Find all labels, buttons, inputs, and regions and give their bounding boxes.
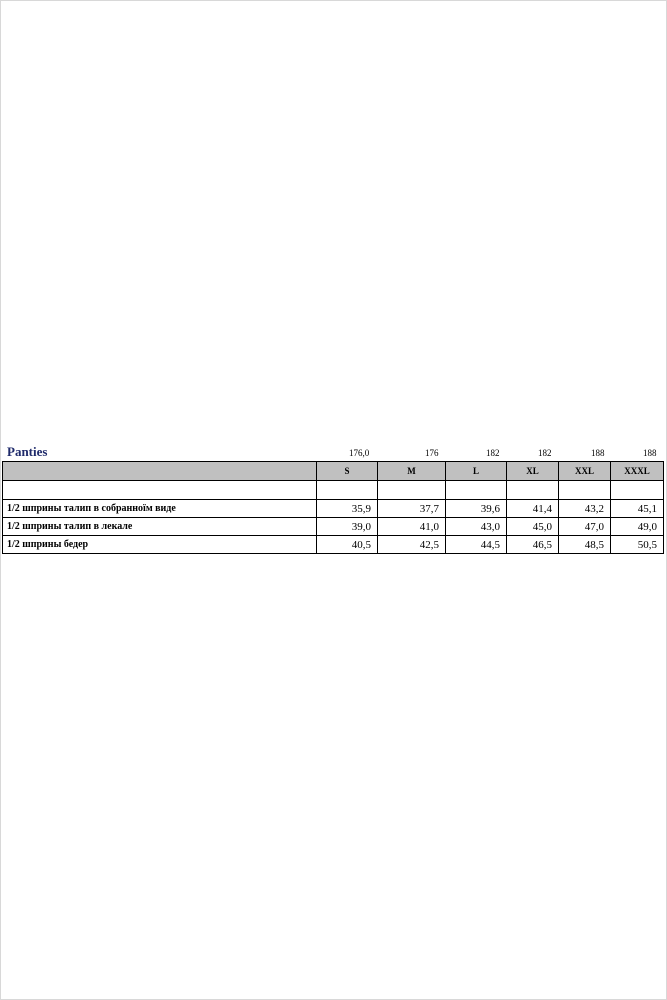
height-value: 188 — [591, 448, 605, 458]
table-row — [3, 518, 664, 536]
size-header: L — [446, 462, 507, 481]
cell-value: 39,6 — [446, 500, 507, 518]
height-value: 176 — [425, 448, 439, 458]
cell-value: 45,0 — [507, 518, 559, 536]
cell-value: 43,0 — [446, 518, 507, 536]
size-header: M — [378, 462, 446, 481]
cell-value: 50,5 — [611, 536, 664, 554]
cell-value: 46,5 — [507, 536, 559, 554]
table-title: Panties — [7, 444, 48, 459]
cell-value: 37,7 — [378, 500, 446, 518]
cell-value: 35,9 — [317, 500, 378, 518]
height-value: 188 — [643, 448, 657, 458]
height-row — [0, 448, 667, 460]
cell-value: 45,1 — [611, 500, 664, 518]
size-header: XXXL — [611, 462, 664, 481]
cell-value: 39,0 — [317, 518, 378, 536]
size-table — [2, 461, 664, 554]
size-header: XL — [507, 462, 559, 481]
table-row — [3, 536, 664, 554]
height-value: 182 — [486, 448, 500, 458]
cell-value: 41,0 — [378, 518, 446, 536]
cell-value: 44,5 — [446, 536, 507, 554]
cell-value: 43,2 — [559, 500, 611, 518]
header-blank-cell — [3, 462, 317, 481]
cell-value: 49,0 — [611, 518, 664, 536]
cell-value: 47,0 — [559, 518, 611, 536]
cell-value: 42,5 — [378, 536, 446, 554]
row-label: 1/2 шприны бедер — [3, 536, 317, 554]
cell-value: 40,5 — [317, 536, 378, 554]
height-value: 182 — [538, 448, 552, 458]
table-row — [3, 500, 664, 518]
row-label: 1/2 шприны талип в собранноїм виде — [3, 500, 317, 518]
empty-row — [3, 481, 664, 500]
height-value: 176,0 — [349, 448, 370, 458]
row-label: 1/2 шприны талип в лекале — [3, 518, 317, 536]
size-header-row — [3, 462, 664, 481]
cell-value: 41,4 — [507, 500, 559, 518]
cell-value: 48,5 — [559, 536, 611, 554]
size-header: S — [317, 462, 378, 481]
size-header: XXL — [559, 462, 611, 481]
